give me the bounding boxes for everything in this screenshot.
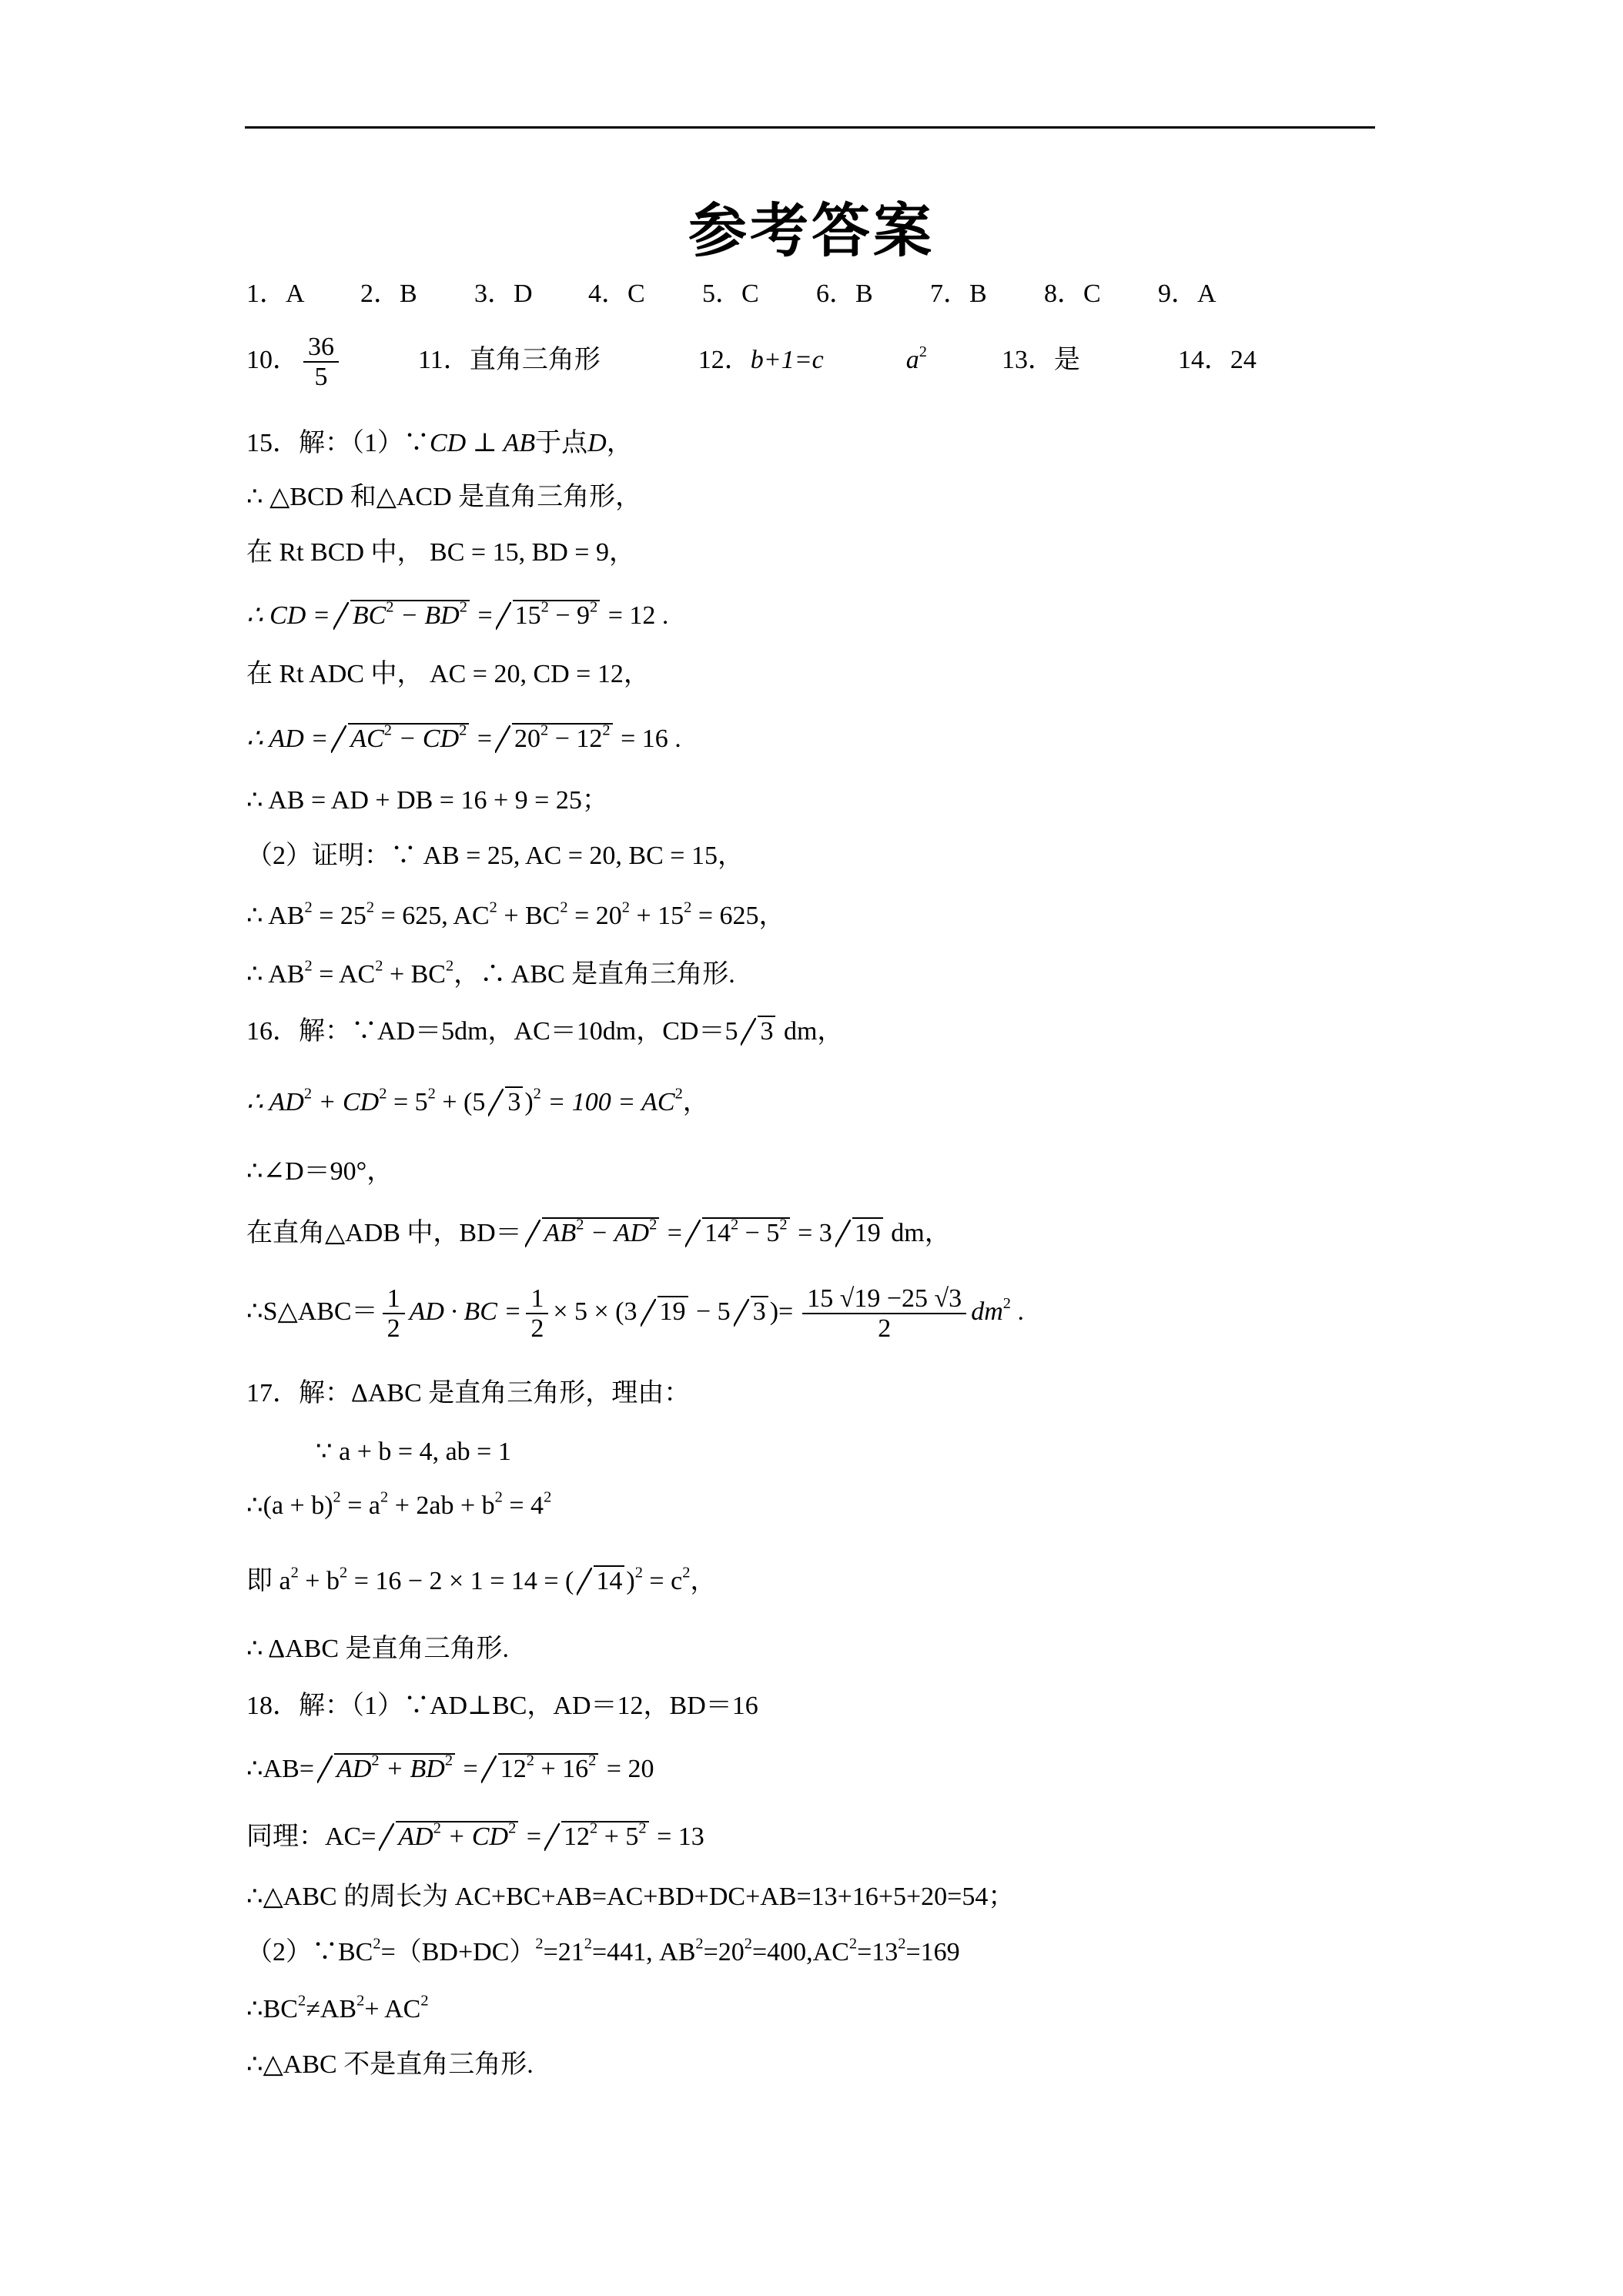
solution-line: 17．解：ΔABC 是直角三角形，理由： (246, 1379, 691, 1407)
mc-answer: 8．C (1044, 279, 1101, 308)
solution-line: 同理：$AC= AD^2 + CD^2 = 12^2 + 5^2 = 13$ (246, 1819, 704, 1856)
solution-line: ∴∠D＝90°， (246, 1157, 393, 1186)
q12-expr: b+1=c (750, 346, 824, 375)
header-rule (245, 126, 1375, 129)
solution-line: ∴(a + $b)^2 = a^2 + 2ab + b^2 = 4^2$ (246, 1488, 552, 1520)
solution-line: ∴ $AD^2 + CD^2 = 5^2 + (5$ 3 )$^2 = 100 = AC^2$， (246, 1084, 709, 1121)
solution-line: ∴ $AB^2 = 25^2 = 625$, $AC^2 + BC^2 = 20^2 + 15^2 = 625$， (246, 899, 785, 930)
solution-line: ∴ △BCD 和△ACD 是直角三角形， (246, 483, 642, 511)
q14-answer: 14．24 (1177, 346, 1257, 375)
solution-line: 16．解：∵AD＝5dm，AC＝10dm，CD＝5 3 dm， (246, 1013, 843, 1050)
solution-line: ∴S△ABC＝ $\frac{1}{2}$ AD · BC = $\frac{1}{2}$ × 5 × (3 19 − 5 3 )= $\frac{15 √19 -25 √3}{2}$ $dm^2$ . (246, 1284, 1024, 1344)
mc-answer: 2．B (360, 279, 417, 308)
solution-line: ∴ AD = $AC^2 - CD^2 = 20^2 - 12^2 = 16$ . (246, 721, 681, 758)
q11-answer: 11．直角三角形 (418, 346, 601, 375)
solution-line: 在 Rt BCD 中， BC = 15, BD = 9， (246, 538, 635, 567)
solution-line: 在直角△ADB 中，$BD= AB^2 - AD^2 = 14^2 - 5^2 = 3$ 19 dm， (246, 1215, 951, 1252)
mc-answer: 7．B (930, 279, 987, 308)
q12-second: a (905, 346, 919, 375)
q12-label: 12． (698, 346, 751, 375)
solution-line: ∴ ΔABC 是直角三角形. (246, 1635, 510, 1663)
solution-line: ∴AB= $AD^2 + BD^2 = 12^2 + 16^2 = 20$ (246, 1751, 654, 1788)
mc-answers (246, 276, 1216, 313)
solution-line: 在 Rt ADC 中， AC = 20, CD = 12， (246, 660, 650, 688)
fill-answers: 10． $\frac{36}{5}$ 11．直角三角形 12．b+1=c $a^2$ 13．是 14．24 (246, 333, 1257, 392)
solution-line: ∴△ABC 不是直角三角形. (246, 2050, 534, 2079)
mc-answer: 1．A (246, 279, 305, 308)
q13-answer: 13．是 (1001, 346, 1080, 375)
solution-line: ∴ $AB^2 = AC^2 + BC^2$，∴ ABC 是直角三角形. (246, 957, 735, 989)
solution-line: 15．解：（1）∵CD ⊥ AB于点D， (246, 429, 633, 457)
q10-fraction: $\frac{36}{5}$ (303, 333, 339, 392)
solution-line: ∴△ABC 的周长为 AC+BC+AB=AC+BD+DC+AB=13+16+5+20=54； (246, 1883, 1015, 1911)
mc-answer: 3．D (474, 279, 533, 308)
mc-answer: 6．B (816, 279, 873, 308)
mc-answer: 5．C (702, 279, 759, 308)
page-title: 参考答案 (688, 196, 935, 265)
mc-answer: 4．C (588, 279, 645, 308)
q10-label: 10． (246, 346, 299, 375)
solution-line: ∵ a + b = 4, ab = 1 (316, 1438, 511, 1466)
solution-line: 即 $a^2 + b^2 = 16 - 2 \times 1 = 14$ = ( 14 )$^2 = c^2$， (246, 1563, 716, 1600)
solution-line: 18．解：（1）∵AD⊥BC，AD＝12，BD＝16 (246, 1692, 758, 1720)
solution-line: $\therefore BC^2\ne AB^2+ AC^2$ (246, 1992, 429, 2023)
solution-line: $(2)\because BC^2=(BD+DC)^2=21^2=441$, $AB^2=20^2=400,AC^2=13^2=169$ (246, 1935, 960, 1966)
solution-line: （2）证明：∵ AB = 25, AC = 20, BC = 15， (246, 842, 744, 870)
solution-line: ∴ CD = $BC^2 - BD^2 = 15^2 - 9^2 = 12$ . (246, 597, 668, 634)
mc-answer: 9．A (1158, 279, 1216, 308)
solution-line: ∴ AB = AD + DB = 16 + 9 = 25； (246, 786, 608, 815)
